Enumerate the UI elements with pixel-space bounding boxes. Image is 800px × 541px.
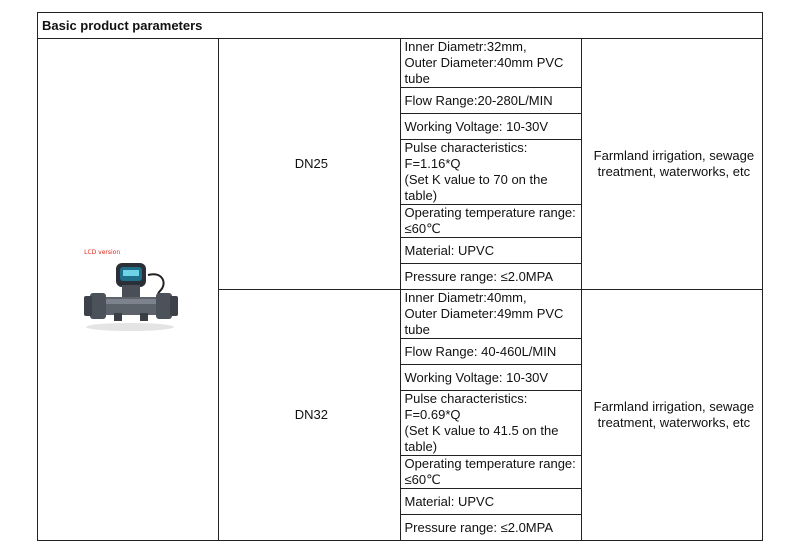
table-row bbox=[38, 39, 763, 88]
dn32-application: Farmland irrigation, sewage treatment, waterworks, etc bbox=[581, 290, 762, 541]
basic-parameters-table bbox=[37, 12, 763, 541]
param-cell: Material: UPVC bbox=[400, 238, 581, 264]
param-cell: Flow Range: 40-460L/MIN bbox=[400, 339, 581, 365]
param-cell: Working Voltage: 10-30V bbox=[400, 114, 581, 140]
dn25-application: Farmland irrigation, sewage treatment, waterworks, etc bbox=[581, 39, 762, 290]
param-cell: Working Voltage: 10-30V bbox=[400, 365, 581, 391]
product-image-cell bbox=[38, 39, 219, 541]
param-cell: Inner Diametr:32mm, Outer Diameter:40mm PVC tube bbox=[400, 39, 581, 88]
dn32-label: DN32 bbox=[219, 290, 400, 541]
param-cell: Operating temperature range: ≤60℃ bbox=[400, 456, 581, 489]
param-cell: Pulse characteristics: F=0.69*Q (Set K value to 41.5 on the table) bbox=[400, 391, 581, 456]
param-cell: Pulse characteristics: F=1.16*Q (Set K value to 70 on the table) bbox=[400, 140, 581, 205]
table-title: Basic product parameters bbox=[38, 13, 763, 39]
param-cell: Inner Diametr:40mm, Outer Diameter:49mm PVC tube bbox=[400, 290, 581, 339]
param-cell: Operating temperature range: ≤60℃ bbox=[400, 205, 581, 238]
param-cell: Pressure range: ≤2.0MPA bbox=[400, 264, 581, 290]
param-cell: Flow Range:20-280L/MIN bbox=[400, 88, 581, 114]
param-cell: Pressure range: ≤2.0MPA bbox=[400, 515, 581, 541]
dn25-label: DN25 bbox=[219, 39, 400, 290]
param-cell: Material: UPVC bbox=[400, 489, 581, 515]
flow-meter-image bbox=[70, 235, 190, 345]
lcd-version-label: LCD version bbox=[84, 248, 121, 256]
